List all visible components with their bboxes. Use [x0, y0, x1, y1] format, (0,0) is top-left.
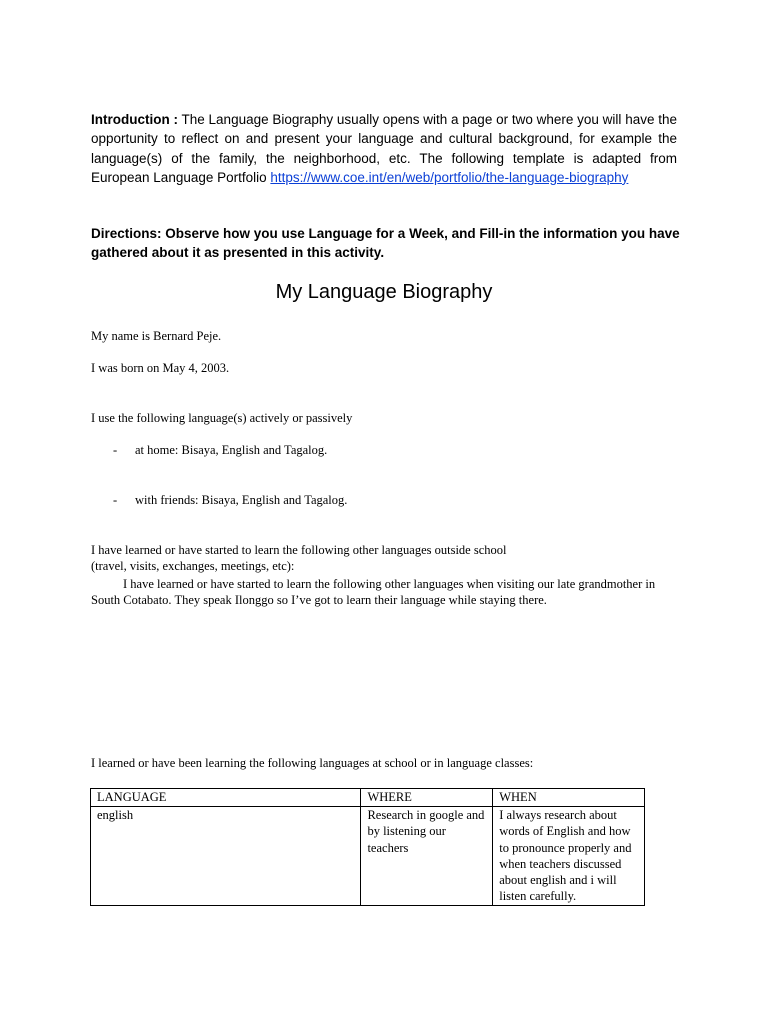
introduction-paragraph — [91, 110, 677, 187]
outside-school-line: I have learned or have started to learn the following other languages outside school — [91, 543, 507, 557]
header-when: WHEN — [493, 789, 645, 807]
bullet-dash: - — [113, 493, 118, 507]
name-line: My name is Bernard Peje. — [91, 329, 222, 343]
header-language: LANGUAGE — [91, 789, 361, 807]
languages-table — [90, 788, 645, 906]
header-where: WHERE — [361, 789, 493, 807]
outside-school-examples: (travel, visits, exchanges, meetings, etc): — [91, 559, 295, 573]
introduction-text: The Language Biography usually opens with a page or two where you will have the opportunity to reflect on and present your language and cultural background, for example the language(s) of the family, the neighborhood, etc. The following template is adapted from European Language Portfolio — [91, 112, 677, 185]
document-title: My Language Biography — [275, 281, 493, 303]
directions-paragraph: Directions: Observe how you use Language for a Week, and Fill-in the information you have gathered about it as presented in this activity. — [91, 226, 680, 261]
bullet-home: at home: Bisaya, English and Tagalog. — [135, 443, 328, 457]
bullet-dash: - — [113, 443, 118, 457]
outside-school-answer-text: I have learned or have started to learn the following other languages when visiting our late grandmother in South Cotabato. They speak Ilonggo so I’ve got to learn their language while staying there. — [91, 577, 656, 607]
outside-school-answer — [91, 576, 661, 608]
cell-language: english — [91, 807, 361, 906]
table-row — [91, 807, 645, 906]
school-languages-line: I learned or have been learning the following languages at school or in language classes: — [91, 756, 534, 770]
language-use-line: I use the following language(s) actively or passively — [91, 411, 353, 425]
birth-line: I was born on May 4, 2003. — [91, 361, 230, 375]
introduction-label: Introduction : — [91, 112, 178, 127]
portfolio-link[interactable]: https://www.coe.int/en/web/portfolio/the-language-biography — [270, 169, 629, 185]
table-header-row — [91, 789, 645, 807]
cell-where: Research in google and by listening our teachers — [361, 807, 493, 906]
bullet-friends: with friends: Bisaya, English and Tagalog. — [135, 493, 348, 507]
cell-when: I always research about words of English and how to pronounce properly and when teachers discussed about english and i will listen carefully. — [493, 807, 645, 906]
